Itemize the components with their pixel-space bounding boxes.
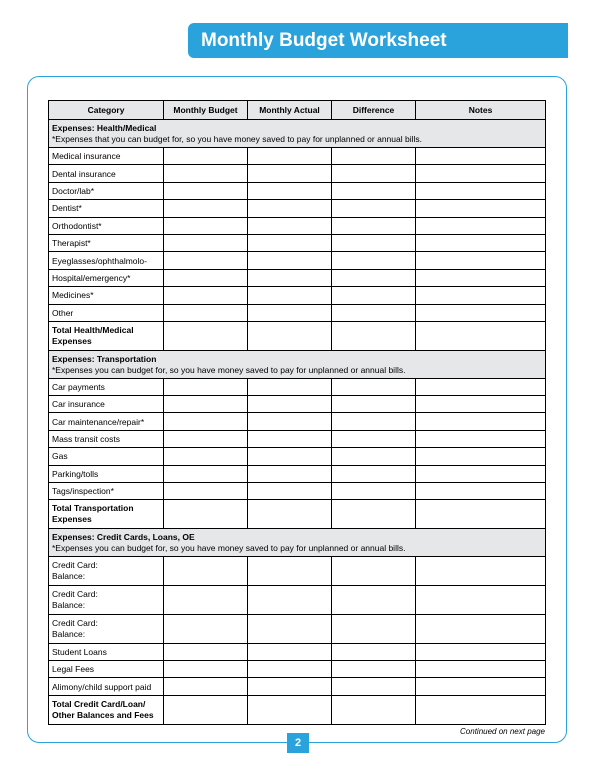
category-cell bbox=[49, 500, 164, 529]
notes-cell[interactable] bbox=[416, 430, 546, 447]
table-row bbox=[49, 269, 546, 286]
notes-cell[interactable] bbox=[416, 182, 546, 199]
difference-cell[interactable] bbox=[332, 448, 416, 465]
category-label: Credit Card: bbox=[52, 617, 98, 628]
category-label-line2: Other Balances and Fees bbox=[52, 709, 154, 720]
monthly-budget-cell[interactable] bbox=[164, 217, 248, 234]
notes-cell[interactable] bbox=[416, 465, 546, 482]
total-row bbox=[49, 695, 546, 724]
category-cell bbox=[49, 378, 164, 395]
budget-table bbox=[48, 100, 546, 725]
monthly-budget-cell[interactable] bbox=[164, 695, 248, 724]
category-label: Eyeglasses/ophthalmolo- bbox=[52, 255, 147, 266]
monthly-actual-cell[interactable] bbox=[248, 200, 332, 217]
category-label: Car insurance bbox=[52, 399, 105, 410]
table-row bbox=[49, 165, 546, 182]
category-cell bbox=[49, 483, 164, 500]
monthly-actual-cell[interactable] bbox=[248, 586, 332, 615]
monthly-budget-cell[interactable] bbox=[164, 269, 248, 286]
monthly-actual-cell[interactable] bbox=[248, 678, 332, 695]
category-cell bbox=[49, 614, 164, 643]
category-cell bbox=[49, 430, 164, 447]
difference-cell[interactable] bbox=[332, 182, 416, 199]
section-header-row bbox=[49, 120, 546, 148]
category-cell bbox=[49, 321, 164, 350]
category-label: Legal Fees bbox=[52, 664, 95, 675]
difference-cell[interactable] bbox=[332, 678, 416, 695]
table-row bbox=[49, 661, 546, 678]
monthly-budget-cell[interactable] bbox=[164, 643, 248, 660]
category-cell bbox=[49, 217, 164, 234]
table-row bbox=[49, 413, 546, 430]
monthly-budget-cell[interactable] bbox=[164, 304, 248, 321]
category-cell bbox=[49, 252, 164, 269]
difference-cell[interactable] bbox=[332, 643, 416, 660]
notes-cell[interactable] bbox=[416, 695, 546, 724]
category-label: Alimony/child support paid bbox=[52, 681, 152, 692]
category-label-line2: Balance: bbox=[52, 628, 86, 639]
category-label: Mass transit costs bbox=[52, 434, 121, 445]
section-header-row bbox=[49, 529, 546, 557]
monthly-budget-cell[interactable] bbox=[164, 557, 248, 586]
category-label: Total Health/Medical bbox=[52, 324, 134, 335]
category-label: Hospital/emergency* bbox=[52, 272, 131, 283]
monthly-actual-cell[interactable] bbox=[248, 465, 332, 482]
difference-cell[interactable] bbox=[332, 200, 416, 217]
difference-cell[interactable] bbox=[332, 586, 416, 615]
notes-cell[interactable] bbox=[416, 378, 546, 395]
section-header bbox=[49, 120, 546, 148]
difference-cell[interactable] bbox=[332, 695, 416, 724]
page-title: Monthly Budget Worksheet bbox=[188, 23, 568, 58]
category-label: Gas bbox=[52, 451, 68, 462]
category-cell bbox=[49, 557, 164, 586]
table-row bbox=[49, 586, 546, 615]
category-cell bbox=[49, 661, 164, 678]
total-row bbox=[49, 500, 546, 529]
category-cell bbox=[49, 643, 164, 660]
difference-cell[interactable] bbox=[332, 614, 416, 643]
category-label-line2: Expenses bbox=[52, 335, 92, 346]
category-cell bbox=[49, 234, 164, 251]
category-cell bbox=[49, 269, 164, 286]
category-cell bbox=[49, 695, 164, 724]
monthly-budget-cell[interactable] bbox=[164, 448, 248, 465]
table-row bbox=[49, 200, 546, 217]
difference-cell[interactable] bbox=[332, 165, 416, 182]
category-label: Total Transportation bbox=[52, 503, 134, 514]
notes-cell[interactable] bbox=[416, 304, 546, 321]
table-body bbox=[49, 120, 546, 725]
difference-cell[interactable] bbox=[332, 430, 416, 447]
table-row bbox=[49, 643, 546, 660]
column-header-monthly-actual: Monthly Actual bbox=[248, 101, 332, 120]
category-label: Tags/inspection* bbox=[52, 486, 114, 497]
total-row bbox=[49, 321, 546, 350]
section-title: Expenses: Health/Medical bbox=[52, 123, 157, 133]
page-number: 2 bbox=[287, 733, 309, 753]
monthly-budget-cell[interactable] bbox=[164, 483, 248, 500]
table-row bbox=[49, 430, 546, 447]
category-label: Car payments bbox=[52, 381, 105, 392]
category-label: Doctor/lab* bbox=[52, 185, 95, 196]
category-cell bbox=[49, 465, 164, 482]
monthly-budget-cell[interactable] bbox=[164, 165, 248, 182]
monthly-budget-cell[interactable] bbox=[164, 678, 248, 695]
notes-cell[interactable] bbox=[416, 396, 546, 413]
difference-cell[interactable] bbox=[332, 287, 416, 304]
category-label-line2: Expenses bbox=[52, 514, 92, 525]
monthly-budget-cell[interactable] bbox=[164, 252, 248, 269]
difference-cell[interactable] bbox=[332, 396, 416, 413]
column-header-category: Category bbox=[49, 101, 164, 120]
monthly-actual-cell[interactable] bbox=[248, 287, 332, 304]
section-header bbox=[49, 350, 546, 378]
category-label: Other bbox=[52, 307, 74, 318]
difference-cell[interactable] bbox=[332, 148, 416, 165]
table-row bbox=[49, 182, 546, 199]
notes-cell[interactable] bbox=[416, 483, 546, 500]
column-header-notes: Notes bbox=[416, 101, 546, 120]
table-row bbox=[49, 148, 546, 165]
monthly-actual-cell[interactable] bbox=[248, 252, 332, 269]
column-header-monthly-budget: Monthly Budget bbox=[164, 101, 248, 120]
notes-cell[interactable] bbox=[416, 643, 546, 660]
category-label: Dentist* bbox=[52, 203, 82, 214]
monthly-budget-cell[interactable] bbox=[164, 234, 248, 251]
monthly-budget-cell[interactable] bbox=[164, 182, 248, 199]
table-row bbox=[49, 287, 546, 304]
notes-cell[interactable] bbox=[416, 586, 546, 615]
monthly-budget-cell[interactable] bbox=[164, 413, 248, 430]
table-row bbox=[49, 378, 546, 395]
category-cell bbox=[49, 165, 164, 182]
category-cell bbox=[49, 200, 164, 217]
table-row bbox=[49, 234, 546, 251]
section-title: Expenses: Credit Cards, Loans, OE bbox=[52, 532, 195, 543]
category-cell bbox=[49, 148, 164, 165]
category-label: Total Credit Card/Loan/ bbox=[52, 698, 146, 709]
category-label: Dental insurance bbox=[52, 168, 116, 179]
monthly-budget-cell[interactable] bbox=[164, 661, 248, 678]
monthly-actual-cell[interactable] bbox=[248, 661, 332, 678]
table-row bbox=[49, 448, 546, 465]
table-row bbox=[49, 557, 546, 586]
table-row bbox=[49, 304, 546, 321]
table-row bbox=[49, 217, 546, 234]
monthly-actual-cell[interactable] bbox=[248, 614, 332, 643]
difference-cell[interactable] bbox=[332, 413, 416, 430]
notes-cell[interactable] bbox=[416, 321, 546, 350]
difference-cell[interactable] bbox=[332, 661, 416, 678]
notes-cell[interactable] bbox=[416, 148, 546, 165]
notes-cell[interactable] bbox=[416, 678, 546, 695]
monthly-actual-cell[interactable] bbox=[248, 148, 332, 165]
column-header-difference: Difference bbox=[332, 101, 416, 120]
category-label: Credit Card: bbox=[52, 588, 98, 599]
category-label-line2: Balance: bbox=[52, 599, 86, 610]
category-label: Medical insurance bbox=[52, 151, 121, 162]
monthly-actual-cell[interactable] bbox=[248, 500, 332, 529]
difference-cell[interactable] bbox=[332, 234, 416, 251]
monthly-actual-cell[interactable] bbox=[248, 695, 332, 724]
monthly-actual-cell[interactable] bbox=[248, 430, 332, 447]
category-label: Parking/tolls bbox=[52, 468, 99, 479]
monthly-budget-cell[interactable] bbox=[164, 287, 248, 304]
monthly-budget-cell[interactable] bbox=[164, 200, 248, 217]
monthly-budget-cell[interactable] bbox=[164, 500, 248, 529]
table-row bbox=[49, 614, 546, 643]
category-label: Car maintenance/repair* bbox=[52, 416, 145, 427]
difference-cell[interactable] bbox=[332, 500, 416, 529]
difference-cell[interactable] bbox=[332, 217, 416, 234]
difference-cell[interactable] bbox=[332, 557, 416, 586]
monthly-actual-cell[interactable] bbox=[248, 321, 332, 350]
difference-cell[interactable] bbox=[332, 269, 416, 286]
notes-cell[interactable] bbox=[416, 165, 546, 182]
section-header bbox=[49, 529, 546, 557]
category-cell bbox=[49, 182, 164, 199]
category-label-line2: Balance: bbox=[52, 571, 86, 582]
monthly-budget-cell[interactable] bbox=[164, 465, 248, 482]
table-row bbox=[49, 396, 546, 413]
monthly-actual-cell[interactable] bbox=[248, 217, 332, 234]
monthly-actual-cell[interactable] bbox=[248, 234, 332, 251]
notes-cell[interactable] bbox=[416, 500, 546, 529]
difference-cell[interactable] bbox=[332, 304, 416, 321]
category-label: Orthodontist* bbox=[52, 220, 102, 231]
monthly-actual-cell[interactable] bbox=[248, 304, 332, 321]
table-row bbox=[49, 252, 546, 269]
monthly-budget-cell[interactable] bbox=[164, 430, 248, 447]
monthly-budget-cell[interactable] bbox=[164, 614, 248, 643]
monthly-actual-cell[interactable] bbox=[248, 396, 332, 413]
difference-cell[interactable] bbox=[332, 483, 416, 500]
monthly-actual-cell[interactable] bbox=[248, 378, 332, 395]
section-note: *Expenses you can budget for, so you have money saved to pay for unplanned or annual bills. bbox=[52, 364, 406, 375]
monthly-actual-cell[interactable] bbox=[248, 269, 332, 286]
monthly-actual-cell[interactable] bbox=[248, 182, 332, 199]
notes-cell[interactable] bbox=[416, 614, 546, 643]
monthly-budget-cell[interactable] bbox=[164, 586, 248, 615]
monthly-actual-cell[interactable] bbox=[248, 448, 332, 465]
notes-cell[interactable] bbox=[416, 448, 546, 465]
notes-cell[interactable] bbox=[416, 217, 546, 234]
notes-cell[interactable] bbox=[416, 661, 546, 678]
monthly-actual-cell[interactable] bbox=[248, 483, 332, 500]
continued-note: Continued on next page bbox=[460, 727, 545, 736]
monthly-actual-cell[interactable] bbox=[248, 413, 332, 430]
category-cell bbox=[49, 396, 164, 413]
notes-cell[interactable] bbox=[416, 200, 546, 217]
category-cell bbox=[49, 586, 164, 615]
section-note: *Expenses that you can budget for, so you have money saved to pay for unplanned or annual bills. bbox=[52, 134, 422, 144]
category-cell bbox=[49, 287, 164, 304]
notes-cell[interactable] bbox=[416, 287, 546, 304]
category-label: Therapist* bbox=[52, 238, 91, 249]
table-header-row bbox=[49, 101, 546, 120]
category-cell bbox=[49, 413, 164, 430]
difference-cell[interactable] bbox=[332, 321, 416, 350]
category-cell bbox=[49, 448, 164, 465]
difference-cell[interactable] bbox=[332, 378, 416, 395]
section-title: Expenses: Transportation bbox=[52, 353, 157, 364]
difference-cell[interactable] bbox=[332, 252, 416, 269]
table-row bbox=[49, 678, 546, 695]
notes-cell[interactable] bbox=[416, 269, 546, 286]
difference-cell[interactable] bbox=[332, 465, 416, 482]
section-note: *Expenses you can budget for, so you have money saved to pay for unplanned or annual bills. bbox=[52, 543, 406, 554]
monthly-budget-cell[interactable] bbox=[164, 321, 248, 350]
monthly-actual-cell[interactable] bbox=[248, 165, 332, 182]
category-cell bbox=[49, 304, 164, 321]
monthly-actual-cell[interactable] bbox=[248, 557, 332, 586]
table-row bbox=[49, 483, 546, 500]
category-cell bbox=[49, 678, 164, 695]
notes-cell[interactable] bbox=[416, 234, 546, 251]
monthly-budget-cell[interactable] bbox=[164, 396, 248, 413]
notes-cell[interactable] bbox=[416, 252, 546, 269]
table-row bbox=[49, 465, 546, 482]
notes-cell[interactable] bbox=[416, 413, 546, 430]
monthly-budget-cell[interactable] bbox=[164, 378, 248, 395]
monthly-actual-cell[interactable] bbox=[248, 643, 332, 660]
category-label: Medicines* bbox=[52, 290, 94, 301]
section-header-row bbox=[49, 350, 546, 378]
category-label: Student Loans bbox=[52, 646, 107, 657]
monthly-budget-cell[interactable] bbox=[164, 148, 248, 165]
category-label: Credit Card: bbox=[52, 560, 98, 571]
notes-cell[interactable] bbox=[416, 557, 546, 586]
